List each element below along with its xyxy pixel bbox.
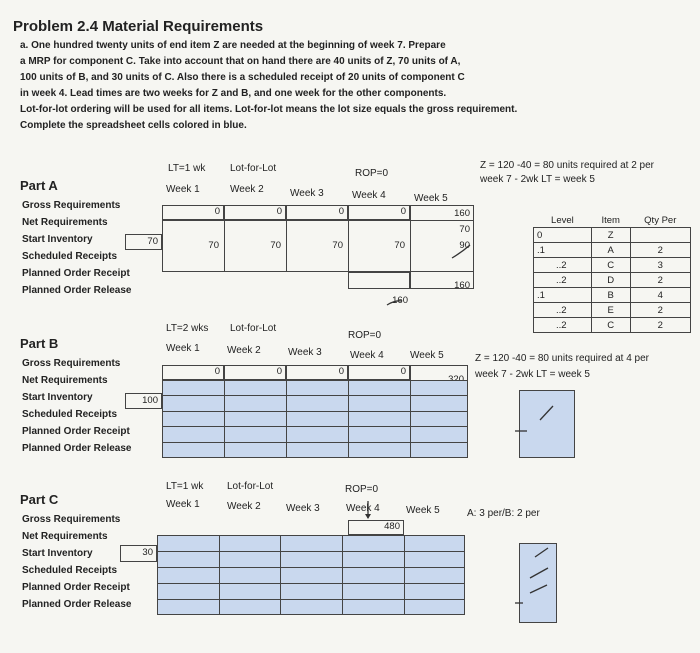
intro-line: in week 4. Lead times are two weeks for Z and B, and one week for the other components. bbox=[20, 88, 447, 99]
week-header: Week 1 bbox=[166, 343, 200, 354]
part-b-top-cell: 0 bbox=[286, 365, 348, 380]
page-title: Problem 2.4 Material Requirements bbox=[13, 18, 264, 35]
struct-header: Level bbox=[551, 214, 574, 226]
part-a-top-cell: 0 bbox=[348, 205, 410, 220]
part-b-note: Z = 120 -40 = 80 units required at 4 per bbox=[475, 353, 649, 364]
struct-header: Qty Per bbox=[644, 214, 677, 226]
row-label: Planned Order Receipt bbox=[22, 582, 130, 593]
row-label: Planned Order Release bbox=[22, 285, 132, 296]
part-b-title: Part B bbox=[20, 336, 59, 351]
week-header: Week 5 bbox=[410, 350, 444, 361]
part-c-rop: ROP=0 bbox=[345, 484, 379, 495]
row-label: Gross Requirements bbox=[22, 358, 121, 369]
row-label: Scheduled Receipts bbox=[22, 251, 118, 262]
table-row: .1 B 4 bbox=[534, 288, 691, 303]
row-label: Planned Order Receipt bbox=[22, 268, 130, 279]
week-header: Week 2 bbox=[227, 345, 261, 356]
part-c-w4-cell: 480 bbox=[348, 520, 404, 535]
row-label: Planned Order Receipt bbox=[22, 426, 130, 437]
week-header: Week 1 bbox=[166, 499, 200, 510]
part-a-top-cell: 0 bbox=[286, 205, 348, 220]
week-header: Week 2 bbox=[227, 501, 261, 512]
inv-value: 70 bbox=[208, 240, 219, 251]
week-header: Week 2 bbox=[230, 184, 264, 195]
start-w5: 90 bbox=[459, 240, 470, 251]
part-b-note: week 7 - 2wk LT = week 5 bbox=[475, 369, 590, 380]
part-a-top-cell: 0 bbox=[162, 205, 224, 220]
row-label: Scheduled Receipts bbox=[22, 409, 118, 420]
part-c-lead-time: LT=1 wk bbox=[166, 481, 204, 492]
part-b-top-cell: 0 bbox=[162, 365, 224, 380]
intro-line: Lot-for-lot ordering will be used for all items. Lot-for-lot means the lot size equals the gross requirement. bbox=[20, 104, 518, 115]
part-a-lot-rule: Lot-for-Lot bbox=[230, 163, 277, 174]
release-w4: 160 bbox=[392, 295, 408, 306]
week-header: Week 3 bbox=[288, 347, 322, 358]
week-header: Week 1 bbox=[166, 184, 200, 195]
part-a-lead-time: LT=1 wk bbox=[168, 163, 206, 174]
intro-line: a. One hundred twenty units of end item Z are needed at the beginning of week 7. Prepare bbox=[20, 40, 446, 51]
part-c-note: A: 3 per/B: 2 per bbox=[467, 508, 540, 519]
week-header: Week 5 bbox=[414, 193, 448, 204]
struct-header: Item bbox=[601, 214, 620, 226]
part-a-rop: ROP=0 bbox=[355, 168, 389, 179]
part-b-top-cell: 0 bbox=[348, 365, 410, 380]
part-a-note: Z = 120 -40 = 80 units required at 2 per bbox=[480, 160, 654, 171]
week-header: Week 3 bbox=[290, 188, 324, 199]
por-w5: 160 bbox=[454, 280, 470, 291]
row-label: Planned Order Release bbox=[22, 599, 132, 610]
part-b-lot-rule: Lot-for-Lot bbox=[230, 323, 277, 334]
row-label: Net Requirements bbox=[22, 375, 108, 386]
table-row: .1 A 2 bbox=[534, 243, 691, 258]
week-header: Week 4 bbox=[346, 503, 380, 514]
week-header: Week 4 bbox=[350, 350, 384, 361]
inv-value: 70 bbox=[270, 240, 281, 251]
table-row: 0 Z bbox=[534, 228, 691, 243]
part-a-top-cell: 0 bbox=[224, 205, 286, 220]
row-label: Net Requirements bbox=[22, 531, 108, 542]
row-label: Scheduled Receipts bbox=[22, 565, 118, 576]
inv-value: 70 bbox=[394, 240, 405, 251]
row-label: Gross Requirements bbox=[22, 514, 121, 525]
inv-value: 70 bbox=[332, 240, 343, 251]
intro-line: Complete the spreadsheet cells colored in blue. bbox=[20, 120, 247, 131]
row-label: Gross Requirements bbox=[22, 200, 121, 211]
week-header: Week 3 bbox=[286, 503, 320, 514]
table-row: ..2 C 3 bbox=[534, 258, 691, 273]
intro-line: a MRP for component C. Take into account that on hand there are 40 units of Z, 70 units of A, bbox=[20, 56, 461, 67]
gross-w5: 160 bbox=[454, 208, 470, 219]
intro-line: 100 units of B, and 30 units of C. Also there is a scheduled receipt of 20 units of component C bbox=[20, 72, 465, 83]
row-label: Planned Order Release bbox=[22, 443, 132, 454]
week-header: Week 4 bbox=[352, 190, 386, 201]
part-b-start-inventory: 100 bbox=[125, 393, 162, 409]
part-a-start-inventory: 70 bbox=[125, 234, 162, 250]
row-label: Start Inventory bbox=[22, 234, 93, 245]
row-label: Start Inventory bbox=[22, 548, 93, 559]
part-c-lot-rule: Lot-for-Lot bbox=[227, 481, 274, 492]
part-c-start-inventory: 30 bbox=[120, 545, 157, 562]
table-row: ..2 D 2 bbox=[534, 273, 691, 288]
row-label: Start Inventory bbox=[22, 392, 93, 403]
part-c-title: Part C bbox=[20, 492, 59, 507]
part-b-top-cell: 0 bbox=[224, 365, 286, 380]
part-b-rop: ROP=0 bbox=[348, 330, 382, 341]
table-row: ..2 E 2 bbox=[534, 303, 691, 318]
part-b-lead-time: LT=2 wks bbox=[166, 323, 209, 334]
part-a-title: Part A bbox=[20, 178, 58, 193]
part-a-note: week 7 - 2wk LT = week 5 bbox=[480, 174, 595, 185]
week-header: Week 5 bbox=[406, 505, 440, 516]
table-row: ..2 C 2 bbox=[534, 318, 691, 333]
row-label: Net Requirements bbox=[22, 217, 108, 228]
net-w5: 70 bbox=[459, 224, 470, 235]
